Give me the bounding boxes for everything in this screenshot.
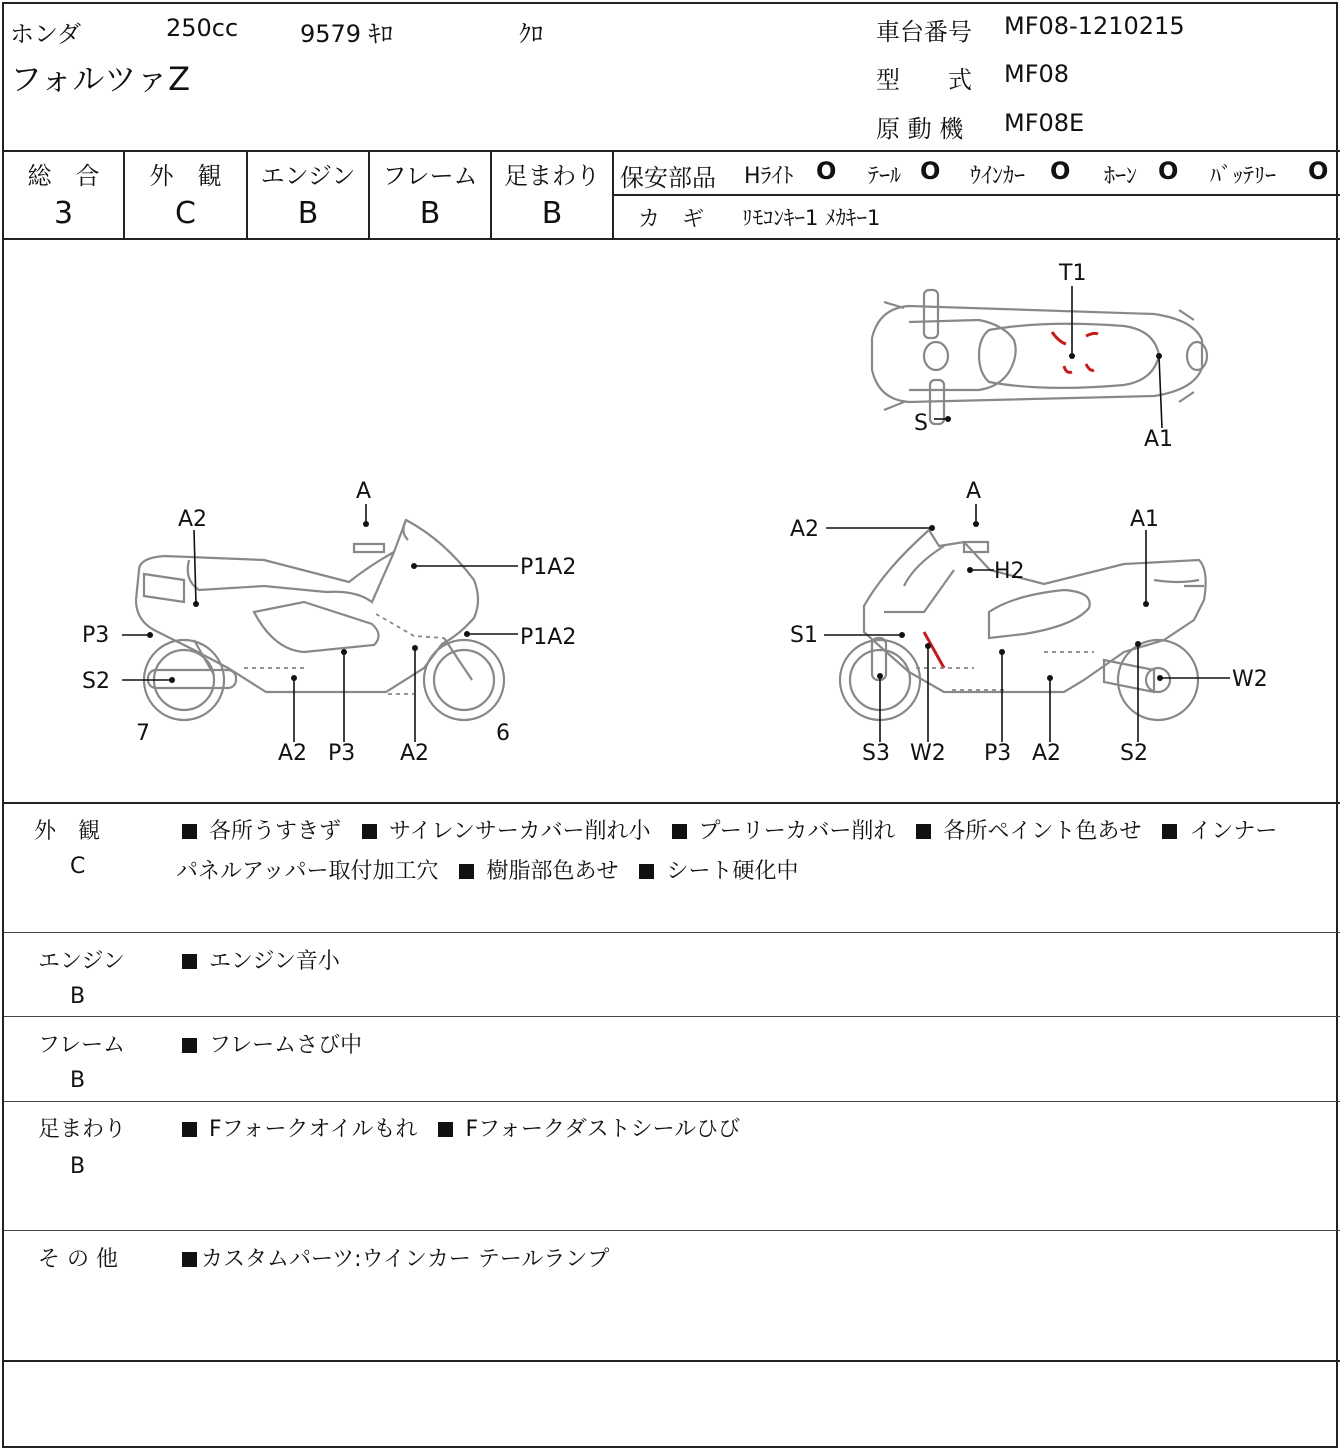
note-suspension-items: Fフォークオイルもれ Fフォークダストシールひび xyxy=(182,1112,740,1143)
engine-grade-label: エンジン xyxy=(260,162,356,190)
divider xyxy=(612,194,1340,196)
frame-no-label: 車台番号 xyxy=(876,18,972,46)
note-exterior-grade: C xyxy=(70,854,86,879)
horn-status: O xyxy=(1158,157,1179,185)
right-label-S1: S1 xyxy=(790,623,818,648)
label-A1: A1 xyxy=(1144,427,1174,452)
bullet-icon xyxy=(182,954,197,969)
bullet-icon xyxy=(362,824,377,839)
left-label-A2-b2: A2 xyxy=(400,741,430,766)
note-exterior-line1: 各所うすきず サイレンサーカバー削れ小 プーリーカバー削れ 各所ペイント色あせ インナー xyxy=(182,814,1277,845)
safety-horn: ﾎｰﾝ xyxy=(1104,164,1138,189)
model-name: フォルツァZ xyxy=(10,60,191,98)
inspection-sheet xyxy=(2,2,1338,1448)
left-label-P1A2-a: P1A2 xyxy=(520,555,577,580)
engine-label: 原 動 機 xyxy=(876,115,964,143)
bullet-icon xyxy=(916,824,931,839)
mileage: 9579 ｷﾛ xyxy=(300,20,393,48)
bullet-icon xyxy=(672,824,687,839)
right-label-W2-b: W2 xyxy=(910,741,946,766)
exterior-value: C xyxy=(175,196,196,231)
suspension-grade-value: B xyxy=(541,196,563,231)
left-label-P1A2-b: P1A2 xyxy=(520,625,577,650)
note-other-items: カスタムパーツ:ウインカー テールランプ xyxy=(182,1242,609,1273)
safety-battery: ﾊﾞｯﾃﾘｰ xyxy=(1210,164,1277,189)
engine-grade-value: B xyxy=(297,196,319,231)
left-label-P3-b: P3 xyxy=(328,741,356,766)
divider xyxy=(4,932,1340,933)
label-T1: T1 xyxy=(1059,261,1087,286)
bullet-icon xyxy=(182,1252,197,1267)
engine-value: MF08E xyxy=(1004,109,1085,137)
left-label-P3: P3 xyxy=(82,623,110,648)
safety-tail: ﾃｰﾙ xyxy=(868,164,902,189)
right-label-A2-b: A2 xyxy=(1032,741,1062,766)
displacement: 250cc xyxy=(166,14,239,42)
battery-status: O xyxy=(1308,157,1329,185)
note-frame-label: フレーム xyxy=(38,1033,126,1058)
right-label-A2: A2 xyxy=(790,517,820,542)
divider xyxy=(4,1101,1340,1102)
right-label-A: A xyxy=(966,479,982,504)
divider xyxy=(4,1016,1340,1017)
note-suspension-grade: B xyxy=(70,1154,86,1179)
safety-label: 保安部品 xyxy=(620,164,716,192)
left-label-S2: S2 xyxy=(82,669,110,694)
left-label-A: A xyxy=(356,479,372,504)
maker: ホンダ xyxy=(10,20,82,48)
left-label-6: 6 xyxy=(496,721,510,746)
left-label-A2: A2 xyxy=(178,507,208,532)
tail-status: O xyxy=(920,157,941,185)
bullet-icon xyxy=(182,1038,197,1053)
frame-grade-label: フレーム xyxy=(382,162,478,190)
right-label-P3: P3 xyxy=(984,741,1012,766)
left-label-A2-b1: A2 xyxy=(278,741,308,766)
frame-no-value: MF08-1210215 xyxy=(1004,12,1185,40)
right-label-W2: W2 xyxy=(1232,667,1268,692)
color: ｸﾛ xyxy=(519,20,543,48)
type-label: 型 式 xyxy=(876,66,972,94)
note-suspension-label: 足まわり xyxy=(38,1117,127,1142)
note-engine-label: エンジン xyxy=(38,949,125,974)
bullet-icon xyxy=(438,1122,453,1137)
note-engine-items: エンジン音小 xyxy=(182,944,340,975)
right-label-S2: S2 xyxy=(1120,741,1148,766)
right-label-A1: A1 xyxy=(1130,507,1160,532)
type-value: MF08 xyxy=(1004,60,1070,88)
right-label-H2: H2 xyxy=(994,559,1025,584)
overall-value: 3 xyxy=(53,196,74,231)
overall-label: 総 合 xyxy=(27,162,100,190)
left-label-7: 7 xyxy=(136,721,150,746)
exterior-label: 外 観 xyxy=(149,162,222,190)
safety-winker: ｳｲﾝｶｰ xyxy=(970,164,1026,189)
divider xyxy=(4,1360,1340,1362)
bullet-icon xyxy=(182,824,197,839)
note-other-label: そ の 他 xyxy=(38,1247,118,1272)
note-engine-grade: B xyxy=(70,984,86,1009)
left-view-outline xyxy=(136,520,504,720)
suspension-grade-label: 足まわり xyxy=(504,162,600,190)
divider xyxy=(4,150,1340,152)
note-frame-items: フレームさび中 xyxy=(182,1028,362,1059)
note-exterior-label: 外 観 xyxy=(34,819,101,844)
winker-status: O xyxy=(1050,157,1071,185)
divider xyxy=(4,1230,1340,1231)
keys-value: ﾘﾓｺﾝｷｰ1 ﾒｶｷｰ1 xyxy=(742,206,881,230)
headlight-status: O xyxy=(816,157,837,185)
divider xyxy=(4,802,1340,804)
note-frame-grade: B xyxy=(70,1068,86,1093)
frame-grade-value: B xyxy=(419,196,441,231)
note-exterior-line2: パネルアッパー取付加工穴 樹脂部色あせ シート硬化中 xyxy=(176,859,799,884)
bullet-icon xyxy=(1162,824,1177,839)
damage-diagram xyxy=(4,240,1340,802)
bullet-icon xyxy=(639,864,654,879)
keys-label: カ ギ xyxy=(638,207,705,232)
bullet-icon xyxy=(459,864,474,879)
right-label-S3: S3 xyxy=(862,741,890,766)
bullet-icon xyxy=(182,1122,197,1137)
label-S: S xyxy=(914,411,928,436)
safety-headlight: Hﾗｲﾄ xyxy=(744,164,794,189)
